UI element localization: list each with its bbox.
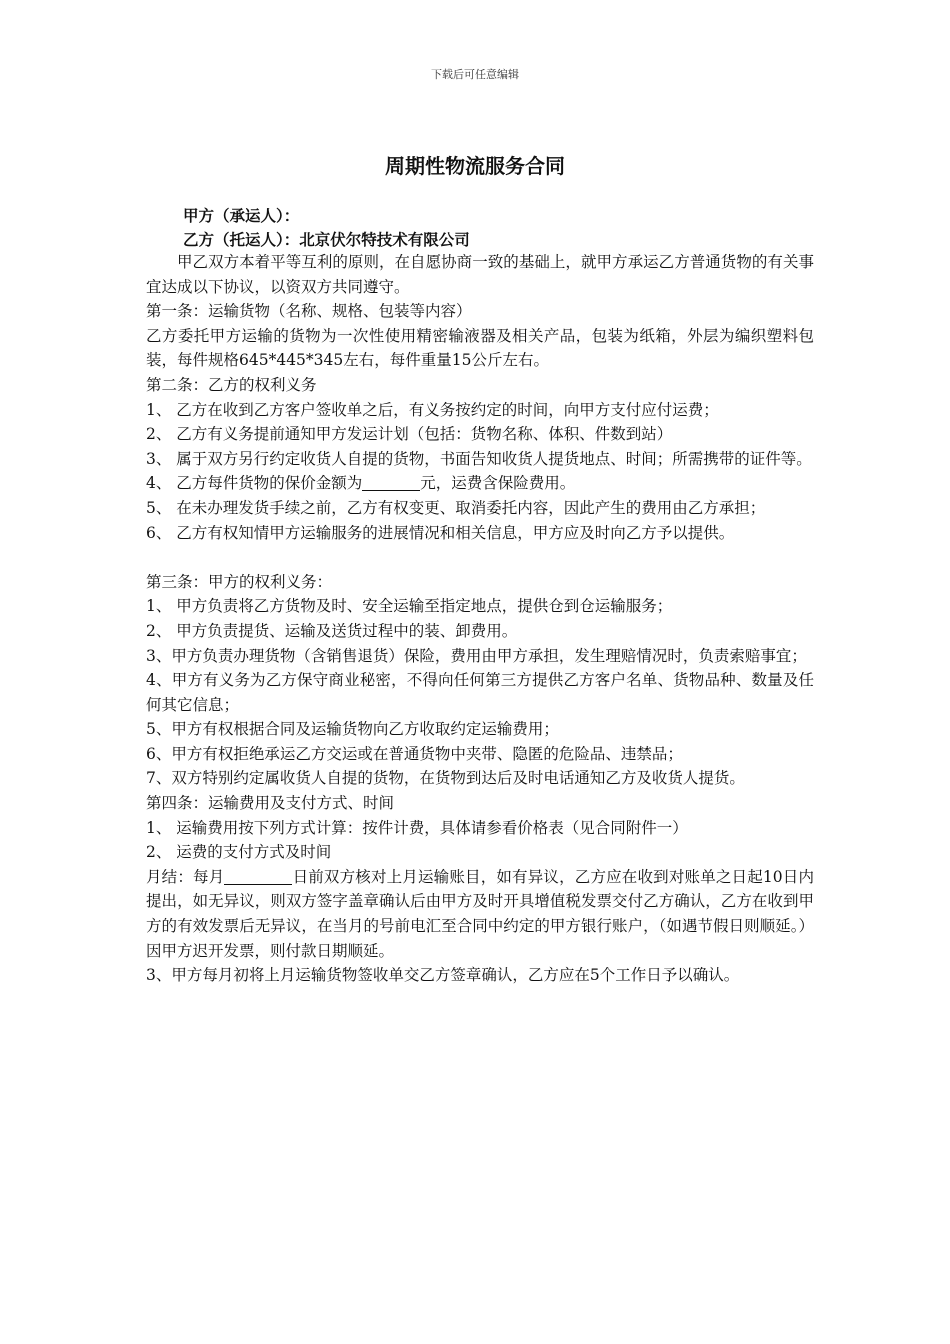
article2-item-1: 1、 乙方在收到乙方客户签收单之后，有义务按约定的时间，向甲方支付应付运费； xyxy=(146,400,719,419)
article4-monthly-settlement xyxy=(146,865,814,963)
article4-item-2: 2、 运费的支付方式及时间 xyxy=(146,843,332,862)
article2-item-4-prefix: 4、 乙方每件货物的保价金额为 xyxy=(146,474,363,493)
article1-heading: 第一条：运输货物（名称、规格、包装等内容） xyxy=(146,302,472,321)
article2-item-6: 6、 乙方有权知情甲方运输服务的进展情况和相关信息，甲方应及时向乙方予以提供。 xyxy=(146,523,735,542)
article4-item-1: 1、 运输费用按下列方式计算：按件计费，具体请参看价格表（见合同附件一） xyxy=(146,818,688,837)
contract-body xyxy=(146,250,814,988)
article2-item-2: 2、 乙方有义务提前通知甲方发运计划（包括：货物名称、体积、件数到站） xyxy=(146,425,673,444)
article2-heading: 第二条：乙方的权利义务 xyxy=(146,375,317,394)
party-b-line: 乙方（托运人）：北京伏尔特技术有限公司 xyxy=(183,231,470,249)
intro-paragraph: 甲乙双方本着平等互利的原则，在自愿协商一致的基础上，就甲方承运乙方普通货物的有关事宜达成以下协议，以资双方共同遵守。 xyxy=(146,253,814,296)
article3-heading: 第三条：甲方的权利义务： xyxy=(146,572,333,591)
header-note: 下载后可任意编辑 xyxy=(431,68,519,81)
article3-item-5: 5、甲方有权根据合同及运输货物向乙方收取约定运输费用； xyxy=(146,720,559,739)
monthly-prefix: 月结：每月 xyxy=(146,867,225,886)
article3-item-6: 6、甲方有权拒绝承运乙方交运或在普通货物中夹带、隐匿的危险品、违禁品； xyxy=(146,744,683,763)
monthly-suffix: 日前双方核对上月运输账目，如有异议，乙方应在收到对账单之日起10日内提出，如无异议，则双方签字盖章确认后由甲方及时开具增值税发票交付乙方确认，乙方在收到甲方的有效发票后无异议，在当月的号前电汇至合同中约定的甲方银行账户，（如遇节假日则顺延。）因甲方迟开发票，则付款日期顺延。 xyxy=(146,867,814,960)
article3-item-7: 7、双方特别约定属收货人自提的货物，在货物到达后及时电话通知乙方及收货人提货。 xyxy=(146,769,745,788)
article3-item-4: 4、甲方有义务为乙方保守商业秘密，不得向任何第三方提供乙方客户名单、货物品种、数量及任何其它信息； xyxy=(146,671,814,714)
party-a-line: 甲方（承运人）： xyxy=(183,207,300,225)
insured-amount-blank xyxy=(362,474,420,491)
article2-item-4 xyxy=(146,471,814,496)
article1-text: 乙方委托甲方运输的货物为一次性使用精密输液器及相关产品，包装为纸箱，外层为编织塑料包装，每件规格645*445*345左右，每件重量15公斤左右。 xyxy=(146,326,814,370)
section-spacer xyxy=(146,545,814,570)
article3-item-3: 3、甲方负责办理货物（含销售退货）保险，费用由甲方承担，发生理赔情况时，负责索赔事宜； xyxy=(146,646,807,665)
article2-item-4-suffix: 元，运费含保险费用。 xyxy=(420,474,576,493)
document-title: 周期性物流服务合同 xyxy=(385,154,565,178)
article4-item-3: 3、甲方每月初将上月运输货物签收单交乙方签章确认，乙方应在5个工作日予以确认。 xyxy=(146,966,740,985)
article3-item-1: 1、 甲方负责将乙方货物及时、安全运输至指定地点，提供仓到仓运输服务； xyxy=(146,597,673,616)
article4-heading: 第四条：运输费用及支付方式、时间 xyxy=(146,794,395,813)
article2-item-3: 3、 属于双方另行约定收货人自提的货物，书面告知收货人提货地点、时间；所需携带的证件等。 xyxy=(146,449,812,468)
settlement-day-blank xyxy=(224,868,292,885)
parties-block xyxy=(183,204,470,252)
article2-item-5: 5、 在未办理发货手续之前，乙方有权变更、取消委托内容，因此产生的费用由乙方承担； xyxy=(146,498,766,517)
article3-item-2: 2、 甲方负责提货、运输及送货过程中的装、卸费用。 xyxy=(146,621,518,640)
